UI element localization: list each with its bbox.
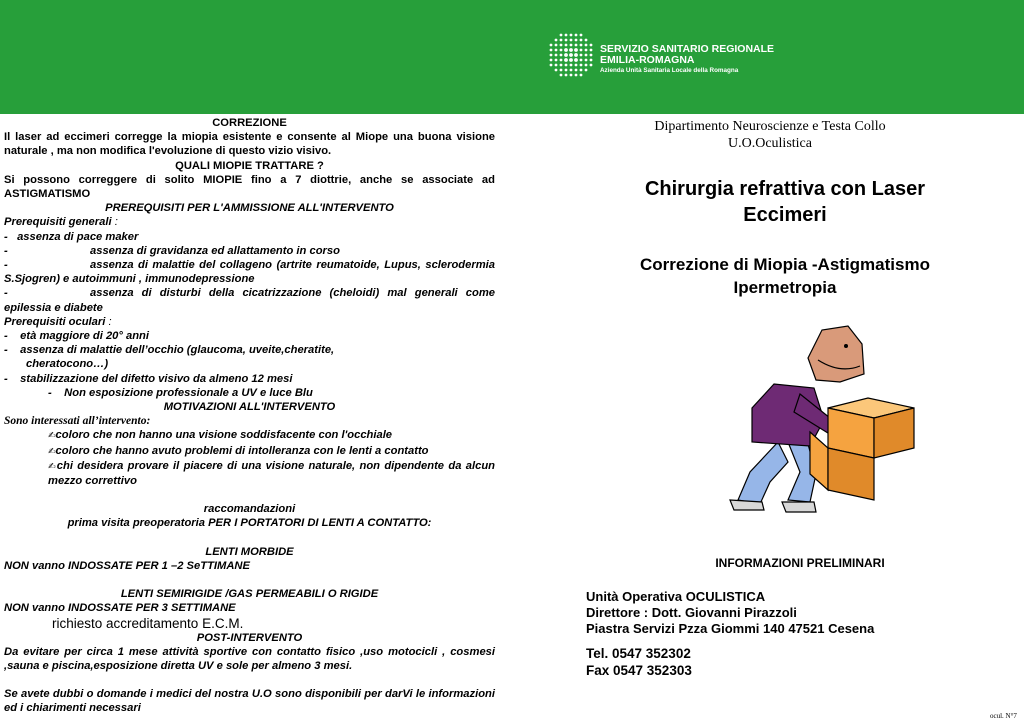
heading-correzione: CORREZIONE <box>212 117 287 129</box>
unit-contact-block <box>586 589 874 637</box>
pen-bullet-icon: ✍ <box>48 446 56 457</box>
subtitle-line-2: Ipermetropia <box>733 278 837 297</box>
header-banner <box>0 0 1024 114</box>
fax-number: Fax 0547 352303 <box>586 663 692 678</box>
list-item: ✍chi desidera provare il piacere di una visione naturale, non dipendente da alcun mezzo correttivo <box>48 459 495 488</box>
page-subtitle <box>600 253 970 299</box>
phone-block <box>586 645 692 679</box>
phone-number: Tel. 0547 352302 <box>586 646 691 661</box>
label-prerequisiti-generali: Prerequisiti generali : <box>4 216 118 229</box>
unit-name: Unità Operativa OCULISTICA <box>586 589 766 604</box>
unit-address: Piastra Servizi Pzza Giommi 140 47521 Cesena <box>586 621 875 636</box>
logo-line-2: EMILIA-ROMAGNA <box>600 54 695 67</box>
text-correzione: Il laser ad eccimeri corregge la miopia esistente e consente al Miope una buona visione naturale , ma non modifica l'evoluzione di questo vizio visivo. <box>4 131 495 158</box>
title-line-2: Eccimeri <box>743 204 827 226</box>
label-interessati: Sono interessati all’intervento: <box>4 415 151 428</box>
heading-prerequisiti: PREREQUISITI PER L'AMMISSIONE ALL'INTERVENTO <box>105 202 394 215</box>
heading-post-intervento: POST-INTERVENTO <box>196 631 303 644</box>
list-item: - Non esposizione professionale a UV e luce Blu <box>48 386 313 399</box>
dept-line-2: U.O.Oculistica <box>728 136 812 151</box>
logo-dots-icon <box>548 32 594 78</box>
text-dubbi: Se avete dubbi o domande i medici del nostra U.O sono disponibili per darVi le informazioni ed i chiarimenti necessari <box>4 688 495 715</box>
list-item: - assenza di pace maker <box>4 230 139 243</box>
pen-bullet-icon: ✍ <box>48 461 57 472</box>
heading-lenti-semirigide: LENTI SEMIRIGIDE /GAS PERMEABILI O RIGIDE <box>120 588 379 601</box>
title-line-1: Chirurgia refrattiva con Laser <box>644 178 926 200</box>
left-column <box>4 116 495 716</box>
dept-line-1: Dipartimento Neuroscienze e Testa Collo <box>654 119 886 134</box>
text-prima-visita: prima visita preoperatoria PER I PORTATORI DI LENTI A CONTATTO: <box>67 517 432 530</box>
text-quali-miopie: Si possono correggere di solito MIOPIE fino a 7 diottrie, anche se associate ad ASTIGMATISMO <box>4 173 495 201</box>
list-item: - assenza di gravidanza ed allattamento in corso <box>4 244 340 257</box>
list-item: ✍coloro che non hanno una visione soddisfacente con l'occhiale <box>48 429 393 442</box>
text-lenti-semirigide: NON vanno INDOSSATE PER 3 SETTIMANE <box>4 602 236 615</box>
logo-line-3: Azienda Unità Sanitaria Locale della Romagna <box>600 67 739 75</box>
text-ecm: richiesto accreditamento E.C.M. <box>52 615 244 631</box>
list-item: ✍coloro che hanno avuto problemi di intolleranza con le lenti a contatto <box>48 444 429 457</box>
list-item: - assenza di disturbi della cicatrizzazione (cheloidi) mal generali come epilessia e diabete <box>4 287 495 314</box>
pen-bullet-icon: ✍ <box>48 431 56 442</box>
list-item: - assenza di malattie dell’occhio (glaucoma, uveite,cheratite, <box>4 344 335 357</box>
info-heading: INFORMAZIONI PRELIMINARI <box>715 556 885 570</box>
heading-quali-miopie: QUALI MIOPIE TRATTARE ? <box>175 159 324 172</box>
unit-director: Direttore : Dott. Giovanni Pirazzoli <box>586 605 797 620</box>
document-code: ocul. N°7 <box>990 712 1017 720</box>
page-title <box>600 176 970 228</box>
list-item: - assenza di malattie del collageno (artrite reumatoide, Lupus, sclerodermia S.Sjogren) e autoimmuni , immunodepressione <box>4 259 495 286</box>
list-item: - età maggiore di 20° anni <box>4 330 149 343</box>
heading-motivazioni: MOTIVAZIONI ALL'INTERVENTO <box>163 401 336 414</box>
text-lenti-morbide: NON vanno INDOSSATE PER 1 –2 SeTTIMANE <box>4 559 250 572</box>
man-lifting-box-illustration <box>690 322 940 522</box>
regional-health-logo <box>600 44 774 75</box>
label-raccomandazioni: raccomandazioni <box>203 503 296 516</box>
label-prerequisiti-oculari: Prerequisiti oculari : <box>4 315 112 328</box>
list-item: - stabilizzazione del difetto visivo da almeno 12 mesi <box>4 372 293 385</box>
text-post-intervento: Da evitare per circa 1 mese attività sportive con contatto fisico ,uso motocicli , cosmesi ,sauna e piscina,esposizione diretta UV e sole per almeno 3 mesi. <box>4 645 495 672</box>
list-item: cheratocono…) <box>26 358 109 371</box>
logo-line-1: SERVIZIO SANITARIO REGIONALE <box>600 43 775 55</box>
heading-lenti-morbide: LENTI MORBIDE <box>205 545 294 558</box>
department-heading <box>600 118 940 152</box>
subtitle-line-1: Correzione di Miopia -Astigmatismo <box>640 255 930 274</box>
